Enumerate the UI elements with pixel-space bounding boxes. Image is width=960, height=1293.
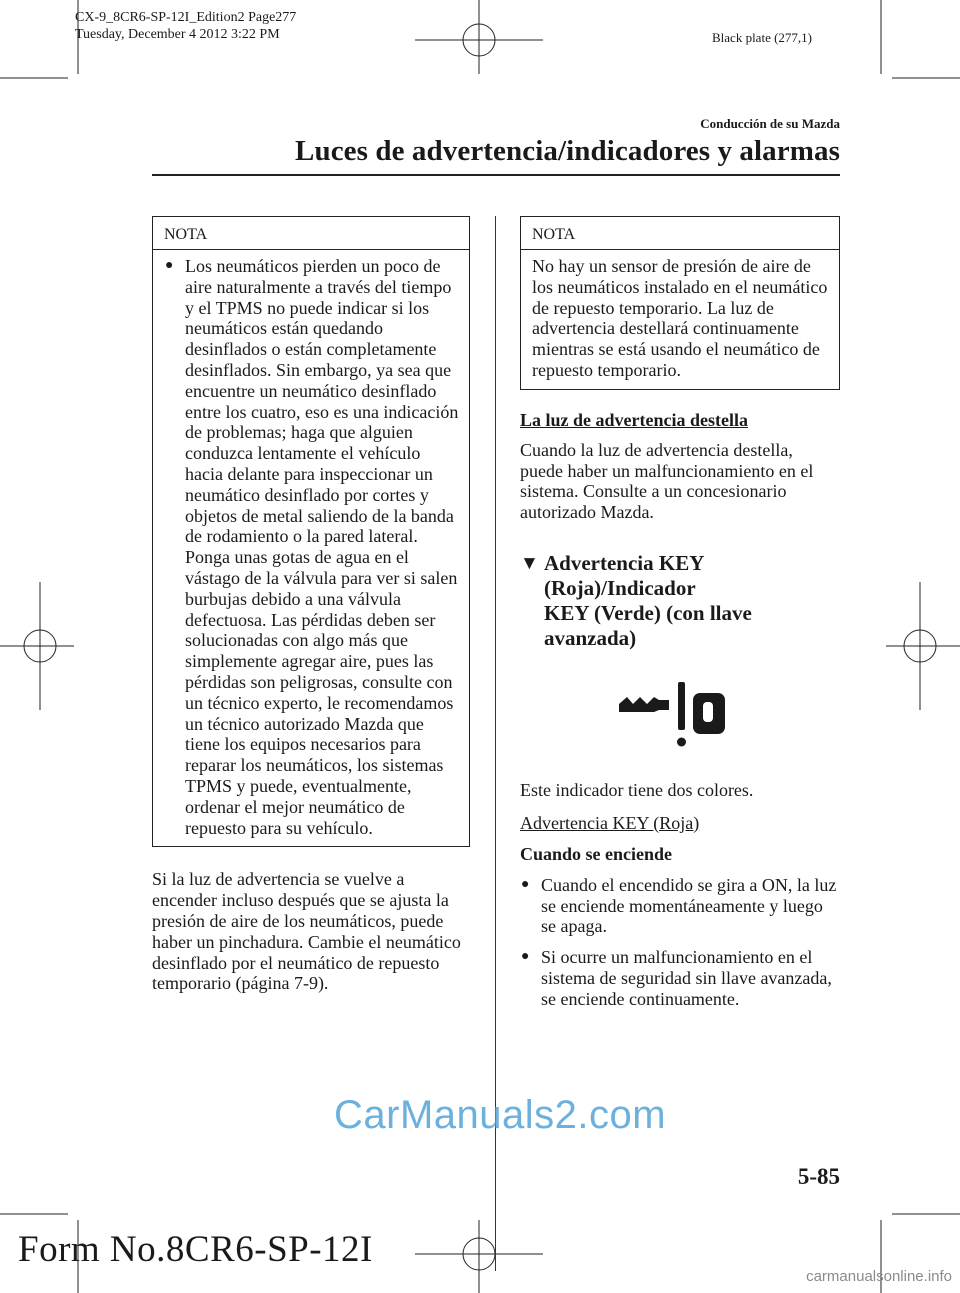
note-title: NOTA — [153, 217, 469, 250]
header-rule — [152, 174, 840, 176]
bullet-text: Si ocurre un malfuncionamiento en el sistema de seguridad sin llave avanzada, se enciende continuamente. — [541, 947, 832, 1009]
watermark-text: CarManuals2.com — [334, 1093, 667, 1137]
page-number: 5-85 — [797, 1164, 840, 1189]
right-column — [520, 216, 840, 1010]
heading-line-1: Advertencia KEY (Roja)/Indicador — [544, 550, 704, 600]
flash-subheading: La luz de advertencia destella — [520, 409, 748, 430]
form-number: Form No.8CR6-SP-12I — [18, 1229, 373, 1270]
key-warning-icon — [520, 651, 840, 771]
chapter-title: Luces de advertencia/indicadores y alarmas — [295, 135, 840, 167]
bullet-text: Cuando el encendido se gira a ON, la luz se enciende momentáneamente y luego se apaga. — [541, 874, 837, 937]
red-warning-subheading: Advertencia KEY (Roja) — [520, 812, 700, 833]
when-on-list — [520, 875, 840, 1010]
section-title: Conducción de su Mazda — [700, 116, 840, 131]
heading-line-2: KEY (Verde) (con llave avanzada) — [544, 600, 752, 650]
print-date-line: Tuesday, December 4 2012 3:22 PM — [75, 27, 280, 42]
triangle-down-icon: ▼ — [520, 552, 539, 574]
print-metadata — [75, 9, 296, 43]
list-item — [520, 947, 840, 1009]
note-bullet-text: Los neumáticos pierden un poco de aire naturalmente a través del tiempo y el TPMS no puede indicar si los neumáticos están quedando desinflados o están completamente desinflados. Sin embargo, ya sea que encuentre un neumático desinflado entre los cuatro, eso es una indicación de problemas; haga que alguien conduzca lentamente el vehículo hacia delante para inspeccionar un neumático desinflado por cortes y objetos de metal saliendo de la banda de rodamiento o la pared lateral. Ponga unas gotas de agua en el vástago de la válvula para ver si salen burbujas debido a una válvula defectuosa. Las pérdidas deben ser solucionadas con algo más que simplemente agregar aire, pues las pérdidas son peligrosas, consulte con un técnico experto, le recomendamos un técnico autorizado Mazda que tiene los equipos necesarios para reparar los neumáticos, los sistemas TPMS y puede, eventualmente, ordenar el mejor neumático de repuesto para su vehículo. — [185, 256, 459, 838]
list-item — [520, 875, 840, 937]
note-box-spare — [520, 216, 840, 390]
colors-text: Este indicador tiene dos colores. — [520, 779, 754, 800]
left-column — [152, 216, 470, 994]
flash-paragraph: Cuando la luz de advertencia destella, puede haber un malfuncionamiento en el sistema. Consulte a un concesionario autorizado Mazda. — [520, 439, 814, 523]
bullet-icon: ● — [521, 876, 530, 892]
when-on-label: Cuando se enciende — [520, 843, 673, 864]
source-credit: carmanualsonline.info — [806, 1268, 952, 1285]
bullet-icon: ● — [521, 949, 530, 965]
puncture-paragraph: Si la luz de advertencia se vuelve a encender incluso después que se ajusta la presión de aire de los neumáticos, puede haber un pinchadura. Cambie el neumático desinflado por el neumático de repuesto temporario (página 7-9). — [152, 869, 461, 994]
file-name-line: CX-9_8CR6-SP-12I_Edition2 Page277 — [75, 10, 297, 25]
note-box-tpms — [152, 216, 470, 847]
bullet-icon: ● — [165, 258, 174, 273]
note-bullet-list — [164, 256, 461, 838]
note-title: NOTA — [521, 217, 839, 250]
black-plate-label: Black plate (277,1) — [712, 30, 812, 45]
key-warning-heading — [520, 551, 840, 651]
list-item — [164, 256, 461, 838]
note-text: No hay un sensor de presión de aire de los neumáticos instalado en el neumático de repuesto temporario. La luz de advertencia destellará continuamente mientras se está usando el neumático de repuesto temporario. — [532, 256, 828, 380]
